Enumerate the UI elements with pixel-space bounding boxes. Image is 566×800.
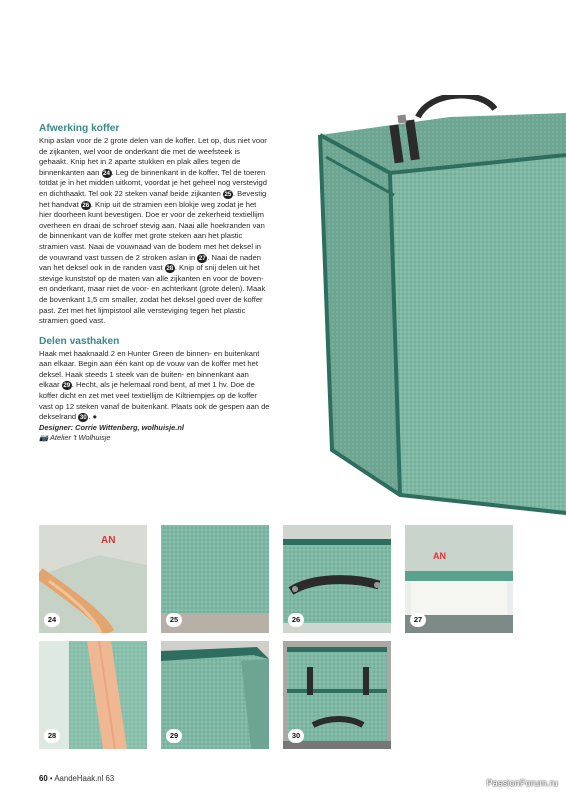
text-column xyxy=(39,123,271,444)
watermark: PassionForum.ru xyxy=(486,778,558,788)
brand-label: AN xyxy=(433,551,446,561)
step-badge-27: 27 xyxy=(198,254,206,262)
section-body-afwerking: Knip aslan voor de 2 grote delen van de koffer. Let op, dus niet voor de zijkanten, wel voor de onderkant die met de weefsteek is gehaakt. Knip het in 2 aparte stukken en plak alles tegen de binnenkanten aan 24 . Leg de binnenkant in de koffer. Tel de toeren totdat je in het midden uitkomt, voordat je het geheel nog verstevigd en dichthaakt. Tel ook 22 steken vanaf beide zijkanten 25 . Bevestig het handvat 26 . Knip uit de stramien een blokje weg zodat je het hier doorheen kunt bevestigen. Doe er voor de zekerheid textiellijm overheen en draai de schroef stevig aan. Naai alle hoekranden van de binnenkant van de koffer met grote steken aan het plastic stramien vast. Naai de vouwnaad van de bodem met het deksel in de vouwrand vast tussen de 2 stroken aslan in 27 . Naai de naden van het deksel ook in de randen vast 28 . Knip of snij delen uit het stevige kunststof op de maten van alle zijkanten en voor de boven- en onderkant, maar niet de voor- en achterkant (grote delen). Maak de bovenkant 1,5 cm smaller, zodat het deksel goed over de koffer past. Zet met het lijmpistool alle versteviging tegen het plastic stramien goed vast. xyxy=(39,136,267,326)
step-badge-30: 30 xyxy=(79,414,87,422)
step-photo-30 xyxy=(283,641,391,749)
step-photo-24 xyxy=(39,525,147,633)
step-photo-29 xyxy=(161,641,269,749)
step-badge-26: 26 xyxy=(82,201,90,209)
section-heading-delen: Delen vasthaken xyxy=(39,335,120,347)
step-badge-29: 29 xyxy=(63,382,71,390)
step-photo-26 xyxy=(283,525,391,633)
camera-icon: 📷 xyxy=(39,433,49,443)
footer-bullet: • xyxy=(49,774,53,783)
page-footer xyxy=(39,774,114,783)
step-photo-27 xyxy=(405,525,513,633)
step-badge-28: 28 xyxy=(166,265,174,273)
step-badge-25: 25 xyxy=(224,190,232,198)
thumb-number-25: 25 xyxy=(166,613,182,627)
thumb-number-24: 24 xyxy=(44,613,60,627)
designer-credit: Designer: Corrie Wittenberg, wolhuisje.nl xyxy=(39,422,184,432)
step-photo-28 xyxy=(39,641,147,749)
photo-credit: 📷 Atelier 't Wolhuisje xyxy=(39,433,111,443)
thumb-number-28: 28 xyxy=(44,729,60,743)
thumb-number-26: 26 xyxy=(288,613,304,627)
thumb-number-29: 29 xyxy=(166,729,182,743)
suitcase-illustration xyxy=(300,95,566,515)
section-body-delen: Haak met haaknaald 2 en Hunter Green de binnen- en buitenkant aan elkaar. Begin aan één kant op de vouw van de koffer met het deksel. Haak steeds 1 steek van de buiten- en binnenkant aan elkaar 29 . Hecht, als je helemaal rond bent, af met 1 hv. Doe de koffer dicht en zet met veel textiellijm de Kiltriempjes op de koffer vast op 12 steken vanaf de buitenkant. Plaats ook de gespen aan de dekselrand 30 . ● xyxy=(39,348,270,422)
thumb-number-27: 27 xyxy=(410,613,426,627)
footer-source: AandeHaak.nl 63 xyxy=(54,774,115,783)
section-heading-afwerking: Afwerking koffer xyxy=(39,123,120,134)
suitcase-photo xyxy=(300,95,566,515)
brand-label: AN xyxy=(101,535,116,546)
page-number: 60 xyxy=(39,774,48,783)
step-photo-25 xyxy=(161,525,269,633)
step-badge-24: 24 xyxy=(103,169,110,177)
thumb-number-30: 30 xyxy=(288,729,304,743)
